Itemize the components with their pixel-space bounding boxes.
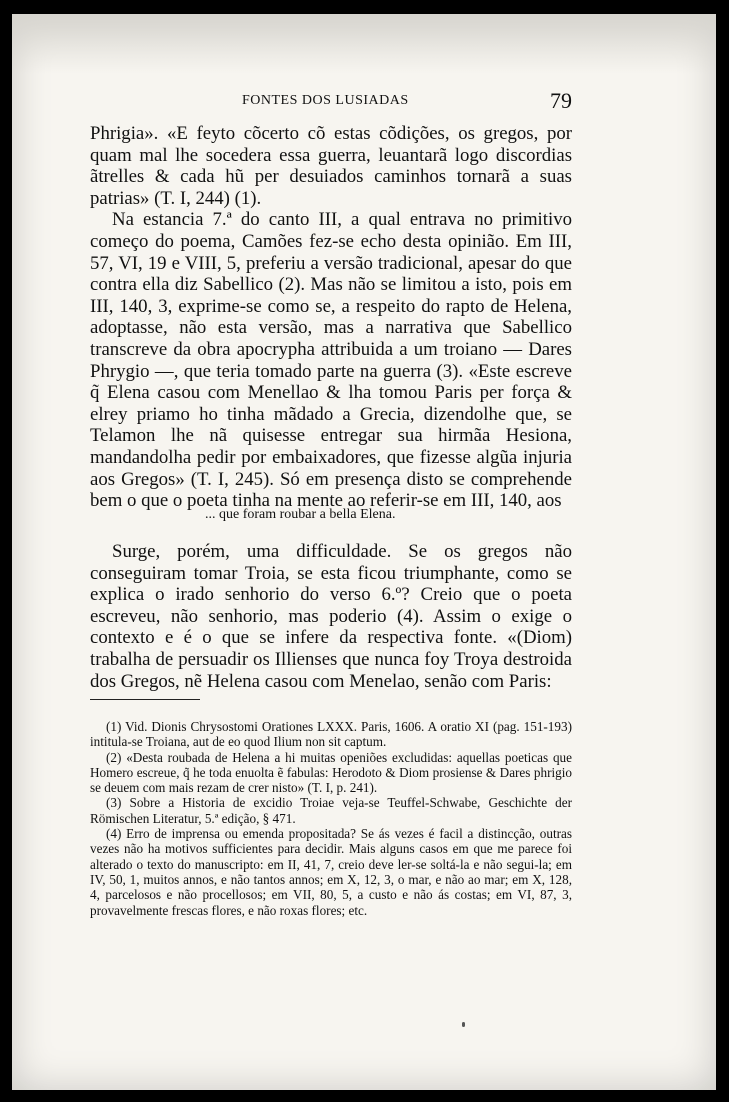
footnote-3: (3) Sobre a Historia de excidio Troiae veja-se Teuffel-Schwabe, Geschichte der Römischen Literatur, 5.ª edição, § 471.: [90, 795, 572, 826]
paragraph-1: Phrigia». «E feyto cõcerto cõ estas cõdições, os gregos, por quam mal lhe socedera essa guerra, leuantarã logo discordias ãtrelles & cada hũ per desuiados caminhos tornarã a suas patrias» (T. I, 244) (1).: [90, 123, 572, 209]
paragraph-3: Surge, porém, uma difficuldade. Se os gregos não conseguiram tomar Troia, se esta ficou triumphante, como se explica o irado senhorio do verso 6.º? Creio que o poeta escreveu, não senhorio, mas poderio (4). Assim o exige o contexto e é o que se infere da respectiva fonte. «(Diom) trabalha de persuadir os Illienses que nunca foy Troya destroida dos Gregos, nẽ Helena casou com Menelao, senão com Paris:: [90, 541, 572, 692]
footnote-divider: [90, 699, 200, 700]
footnote-2: (2) «Desta roubada de Helena a hi muitas openiões excludidas: aquellas poeticas que Homero escreue, q̃ he toda enuolta ẽ fabulas: Herodoto & Diom prosiense & Dares phrigio se deuem com mais rezam de crer nisto» (T. I, p. 241).: [90, 749, 572, 796]
ink-speck: [462, 1022, 465, 1027]
main-text-top: [90, 123, 572, 512]
verse-quote: ... que foram roubar a bella Elena.: [205, 507, 396, 522]
main-text-bottom: [90, 541, 572, 692]
running-title: FONTES DOS LUSIADAS: [242, 93, 409, 108]
page-number: 79: [550, 88, 572, 113]
footnote-4: (4) Erro de imprensa ou emenda propositada? Se ás vezes é facil a distincção, outras vezes não ha motivos sufficientes para decidir. Mais alguns casos em que me parece foi alterado o texto do manuscripto: em II, 41, 7, creio deve ler-se soltá-la e não segui-la; em IV, 50, 1, muitos annos, e não tantos annos; em X, 12, 3, o mar, e não ao mar; em X, 128, 4, parcelosos e não procellosos; em VII, 80, 5, a custo e não ás costas; em VI, 87, 3, provavelmente frescas flores, e não roxas flores; etc.: [90, 826, 572, 918]
footnotes: [90, 719, 572, 918]
footnote-1: (1) Vid. Dionis Chrysostomi Orationes LXXX. Paris, 1606. A oratio XI (pag. 151-193) intitula-se Troiana, aut de eo quod Ilium non sit captum.: [90, 719, 572, 750]
paragraph-2: Na estancia 7.ª do canto III, a qual entrava no primitivo começo do poema, Camões fez-se echo desta opinião. Em III, 57, VI, 19 e VIII, 5, preferiu a versão tradicional, apesar do que contra ella diz Sabellico (2). Mas não se limitou a isto, pois em III, 140, 3, exprime-se como se, a respeito do rapto de Helena, adoptasse, não esta versão, mas a narrativa que Sabellico transcreve da obra apocrypha attribuida a um troiano — Dares Phrygio —, que teria tomado parte na guerra (3). «Este escreve q̃ Elena casou com Menellao & lha tomou Paris per força & elrey priamo ho tinha mãdado a Grecia, dizendolhe que, se Telamon lhe nã quisesse entregar sua hirmãa Hesiona, mandandolha pedir por embaixadores, que fizesse algũa injuria aos Gregos» (T. I, 245). Só em presença disto se comprehende bem o que o poeta tinha na mente ao referir-se em III, 140, aos: [90, 209, 572, 512]
page-shadow: [12, 14, 716, 74]
